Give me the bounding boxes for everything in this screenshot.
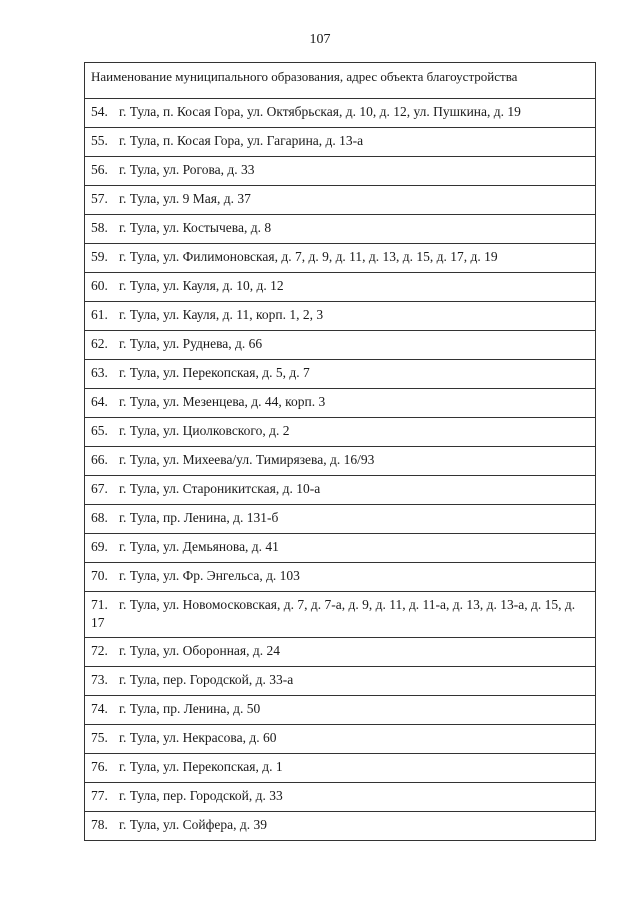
row-number: 69. bbox=[91, 539, 108, 554]
row-number: 66. bbox=[91, 452, 108, 467]
row-number: 63. bbox=[91, 365, 108, 380]
row-number: 78. bbox=[91, 817, 108, 832]
address-cell bbox=[85, 754, 596, 783]
row-address: г. Тула, п. Косая Гора, ул. Октябрьская, д. 10, д. 12, ул. Пушкина, д. 19 bbox=[119, 104, 521, 119]
address-cell bbox=[85, 215, 596, 244]
row-address: г. Тула, пер. Городской, д. 33 bbox=[119, 788, 283, 803]
table-row bbox=[85, 389, 596, 418]
address-cell bbox=[85, 534, 596, 563]
address-cell bbox=[85, 476, 596, 505]
address-table bbox=[84, 62, 596, 841]
row-number: 71. bbox=[91, 597, 108, 612]
table-row bbox=[85, 476, 596, 505]
row-address: г. Тула, ул. Сойфера, д. 39 bbox=[119, 817, 267, 832]
table-row bbox=[85, 754, 596, 783]
address-cell bbox=[85, 638, 596, 667]
row-address: г. Тула, п. Косая Гора, ул. Гагарина, д. 13-а bbox=[119, 133, 364, 148]
address-cell bbox=[85, 99, 596, 128]
address-cell bbox=[85, 696, 596, 725]
row-number: 67. bbox=[91, 481, 108, 496]
table-body bbox=[85, 99, 596, 841]
row-address: г. Тула, ул. Некрасова, д. 60 bbox=[119, 730, 277, 745]
row-number: 56. bbox=[91, 162, 108, 177]
address-cell bbox=[85, 157, 596, 186]
table-row bbox=[85, 667, 596, 696]
row-number: 60. bbox=[91, 278, 108, 293]
row-number: 75. bbox=[91, 730, 108, 745]
row-address: г. Тула, ул. Мезенцева, д. 44, корп. 3 bbox=[119, 394, 326, 409]
address-cell bbox=[85, 667, 596, 696]
row-address: г. Тула, ул. Филимоновская, д. 7, д. 9, д. 11, д. 13, д. 15, д. 17, д. 19 bbox=[119, 249, 498, 264]
row-address: г. Тула, ул. Рогова, д. 33 bbox=[119, 162, 255, 177]
table-row bbox=[85, 418, 596, 447]
table-row bbox=[85, 447, 596, 476]
address-cell bbox=[85, 725, 596, 754]
row-address: г. Тула, ул. Новомосковская, д. 7, д. 7-а, д. 9, д. 11, д. 11-а, д. 13, д. 13-а, д. 15, д. 17 bbox=[91, 597, 576, 630]
row-number: 68. bbox=[91, 510, 108, 525]
row-number: 74. bbox=[91, 701, 108, 716]
table-row bbox=[85, 215, 596, 244]
address-cell bbox=[85, 563, 596, 592]
row-number: 72. bbox=[91, 643, 108, 658]
table-row bbox=[85, 157, 596, 186]
row-address: г. Тула, ул. 9 Мая, д. 37 bbox=[119, 191, 251, 206]
row-address: г. Тула, пр. Ленина, д. 131-б bbox=[119, 510, 279, 525]
row-number: 62. bbox=[91, 336, 108, 351]
row-address: г. Тула, ул. Демьянова, д. 41 bbox=[119, 539, 279, 554]
row-number: 55. bbox=[91, 133, 108, 148]
row-address: г. Тула, ул. Перекопская, д. 5, д. 7 bbox=[119, 365, 310, 380]
table-row bbox=[85, 128, 596, 157]
table-row bbox=[85, 592, 596, 638]
address-cell bbox=[85, 360, 596, 389]
address-cell bbox=[85, 447, 596, 476]
table-row bbox=[85, 783, 596, 812]
address-cell bbox=[85, 812, 596, 841]
row-address: г. Тула, ул. Оборонная, д. 24 bbox=[119, 643, 281, 658]
row-address: г. Тула, ул. Староникитская, д. 10-а bbox=[119, 481, 321, 496]
address-cell bbox=[85, 418, 596, 447]
row-number: 65. bbox=[91, 423, 108, 438]
row-number: 73. bbox=[91, 672, 108, 687]
row-number: 64. bbox=[91, 394, 108, 409]
row-address: г. Тула, ул. Фр. Энгельса, д. 103 bbox=[119, 568, 300, 583]
row-address: г. Тула, пер. Городской, д. 33-а bbox=[119, 672, 294, 687]
table-row bbox=[85, 638, 596, 667]
table-row bbox=[85, 725, 596, 754]
address-cell bbox=[85, 273, 596, 302]
address-cell bbox=[85, 244, 596, 273]
row-number: 61. bbox=[91, 307, 108, 322]
table-row bbox=[85, 99, 596, 128]
table-row bbox=[85, 244, 596, 273]
row-address: г. Тула, ул. Кауля, д. 10, д. 12 bbox=[119, 278, 284, 293]
address-cell bbox=[85, 302, 596, 331]
row-address: г. Тула, ул. Костычева, д. 8 bbox=[119, 220, 272, 235]
row-address: г. Тула, ул. Руднева, д. 66 bbox=[119, 336, 263, 351]
table-header-row bbox=[85, 63, 596, 99]
address-cell bbox=[85, 331, 596, 360]
address-cell bbox=[85, 389, 596, 418]
address-cell bbox=[85, 783, 596, 812]
row-number: 57. bbox=[91, 191, 108, 206]
table-row bbox=[85, 186, 596, 215]
row-address: г. Тула, пр. Ленина, д. 50 bbox=[119, 701, 261, 716]
table-row bbox=[85, 563, 596, 592]
address-cell bbox=[85, 505, 596, 534]
row-address: г. Тула, ул. Циолковского, д. 2 bbox=[119, 423, 290, 438]
table-row bbox=[85, 273, 596, 302]
address-cell bbox=[85, 186, 596, 215]
table-header: Наименование муниципального образования, адрес объекта благоустройства bbox=[85, 63, 596, 99]
table-row bbox=[85, 812, 596, 841]
row-number: 54. bbox=[91, 104, 108, 119]
table-row bbox=[85, 331, 596, 360]
row-number: 58. bbox=[91, 220, 108, 235]
page-number: 107 bbox=[309, 32, 331, 47]
row-address: г. Тула, ул. Кауля, д. 11, корп. 1, 2, 3 bbox=[119, 307, 324, 322]
row-number: 76. bbox=[91, 759, 108, 774]
address-cell bbox=[85, 128, 596, 157]
table-row bbox=[85, 505, 596, 534]
table-row bbox=[85, 302, 596, 331]
row-number: 70. bbox=[91, 568, 108, 583]
address-cell bbox=[85, 592, 596, 638]
row-address: г. Тула, ул. Перекопская, д. 1 bbox=[119, 759, 283, 774]
table-row bbox=[85, 534, 596, 563]
row-number: 77. bbox=[91, 788, 108, 803]
table-row bbox=[85, 360, 596, 389]
row-number: 59. bbox=[91, 249, 108, 264]
row-address: г. Тула, ул. Михеева/ул. Тимирязева, д. 16/93 bbox=[119, 452, 375, 467]
table-row bbox=[85, 696, 596, 725]
